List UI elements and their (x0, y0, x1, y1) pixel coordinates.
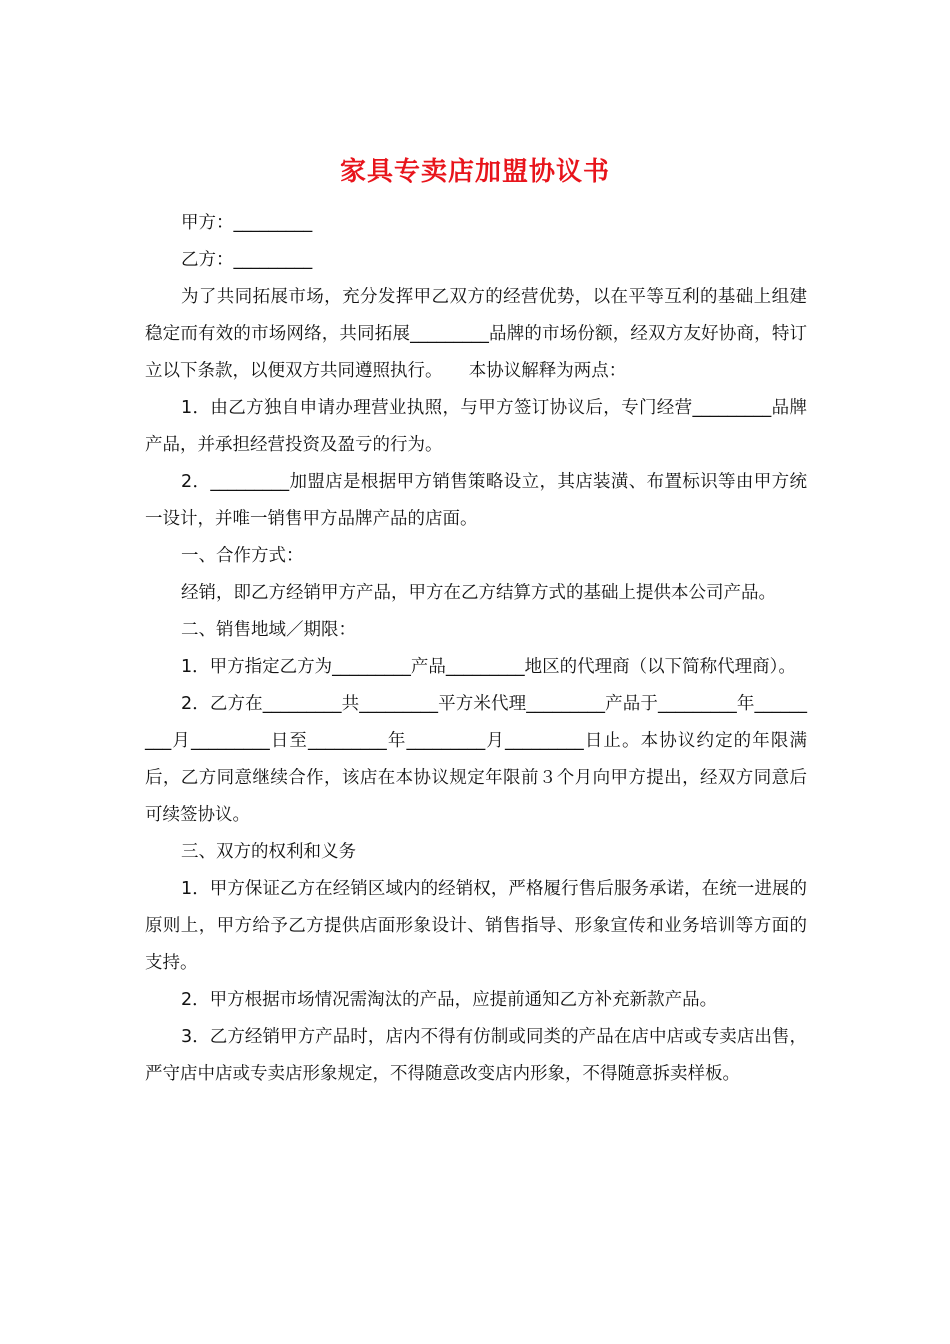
interpretation-item-1: 1．由乙方独自申请办理营业执照，与甲方签订协议后，专门经营_________品牌产品，并承担经营投资及盈亏的行为。 (145, 398, 807, 455)
interpretation-item-2: 2．_________加盟店是根据甲方销售策略设立，其店装潢、布置标识等由甲方统一设计，并唯一销售甲方品牌产品的店面。 (145, 472, 807, 529)
document-body (145, 205, 807, 1093)
cooperation-paragraph: 经销，即乙方经销甲方产品，甲方在乙方结算方式的基础上提供本公司产品。 (181, 583, 776, 603)
rights-item-1: 1．甲方保证乙方在经销区域内的经销权，严格履行售后服务承诺，在统一进展的原则上，甲方给予乙方提供店面形象设计、销售指导、形象宣传和业务培训等方面的支持。 (145, 879, 807, 973)
rights-item-3: 3．乙方经销甲方产品时，店内不得有仿制或同类的产品在店中店或专卖店出售，严守店中店或专卖店形象规定，不得随意改变店内形象，不得随意拆卖样板。 (145, 1027, 807, 1084)
section-heading-territory: 二、销售地域／期限： (181, 620, 356, 640)
section-heading-cooperation: 一、合作方式： (181, 546, 304, 566)
party-b-line: 乙方：_________ (181, 250, 313, 270)
territory-item-2: 2．乙方在_________共_________平方米代理_________产品于_________年_________月_________日至_________年_________月_________日止。本协议约定的年限满后，乙方同意继续合作，该店在本协议规定年限前３个月向甲方提出，经双方同意后可续签协议。 (145, 694, 807, 825)
party-a-line: 甲方：_________ (181, 213, 313, 233)
rights-item-2: 2．甲方根据市场情况需淘汰的产品，应提前通知乙方补充新款产品。 (181, 990, 718, 1010)
section-heading-rights: 三、双方的权利和义务 (181, 842, 356, 862)
document-title: 家具专卖店加盟协议书 (339, 157, 610, 187)
territory-item-1: 1．甲方指定乙方为_________产品_________地区的代理商（以下简称代理商）。 (181, 657, 796, 677)
preamble-paragraph: 为了共同拓展市场，充分发挥甲乙双方的经营优势，以在平等互利的基础上组建稳定而有效的市场网络，共同拓展_________品牌的市场份额，经双方友好协商，特订立以下条款，以便双方共同遵照执行。 本协议解释为两点： (145, 287, 807, 381)
